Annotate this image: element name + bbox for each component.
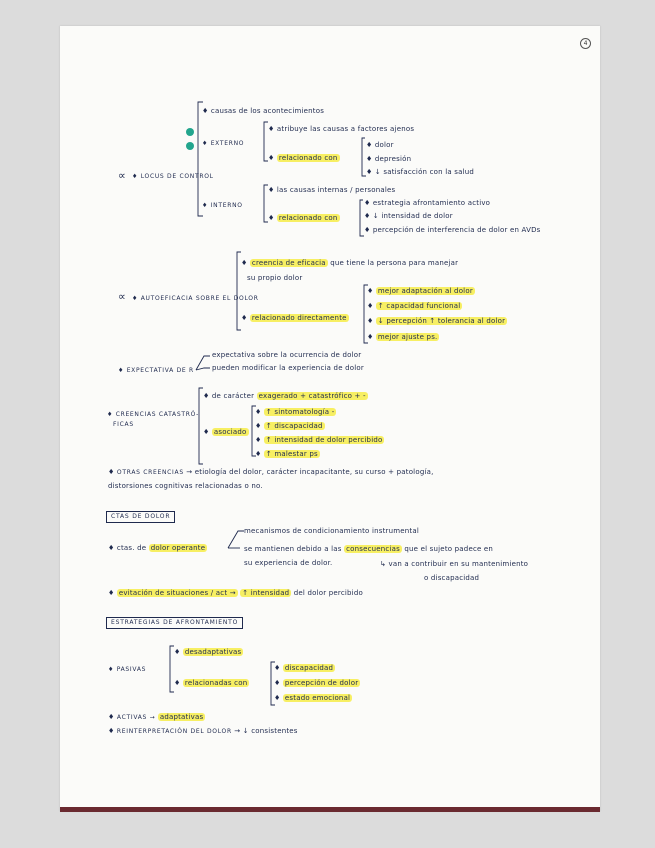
interno-item-2: ♦ percepción de interferencia de dolor en AVDs (364, 226, 541, 234)
autoeficacia-item-0: ♦ mejor adaptación al dolor (367, 287, 473, 295)
pasivas-item-2: ♦ estado emocional (274, 694, 351, 702)
expectativa-line2: pueden modificar la experiencia de dolor (212, 364, 364, 372)
externo-item-1: ♦ depresión (366, 155, 412, 163)
ctas-contribuir: ↳ van a contribuir en su mantenimiento (380, 560, 529, 568)
ctas-experiencia: su experiencia de dolor. (244, 559, 333, 567)
externo-item-2: ♦ ↓ satisfacción con la salud (366, 168, 475, 176)
otras-line2: distorsiones cognitivas relacionadas o no. (108, 482, 263, 490)
autoeficacia-symbol: ∝ (118, 290, 127, 303)
externo-atribuye: ♦ atribuye las causas a factores ajenos (268, 125, 415, 133)
expectativa-title: ♦ EXPECTATIVA DE R (118, 367, 194, 374)
locus-intro: ♦ causas de los acontecimientos (202, 107, 325, 115)
ctas-discapacidad: o discapacidad (424, 574, 480, 582)
ctas-mecanismos: mecanismos de condicionamiento instrumental (244, 527, 419, 535)
pasivas-relacionadas: ♦ relacionadas con (174, 679, 248, 687)
creencias-asociado: ♦ asociado (203, 428, 247, 436)
ctas-mantienen: se mantienen debido a las consecuencias que el sujeto padece en (244, 545, 494, 553)
expectativa-line1: expectativa sobre la ocurrencia de dolor (212, 351, 362, 359)
reinterpretacion-line: ♦ REINTERPRETACIÓN DEL DOLOR → ↓ consistentes (108, 727, 298, 735)
activas-line: ♦ ACTIVAS → adaptativas (108, 713, 204, 721)
autoeficacia-item-2: ♦ ↓ percepción ↑ tolerancia al dolor (367, 317, 506, 325)
interno-item-1: ♦ ↓ intensidad de dolor (364, 212, 453, 220)
autoeficacia-item-3: ♦ mejor ajuste ps. (367, 333, 438, 341)
bracket-locus (198, 102, 203, 216)
otras-line1: ♦ OTRAS CREENCIAS → etiología del dolor, carácter incapacitante, su curso + patología, (108, 468, 434, 476)
estrategias-box: ESTRATEGIAS DE AFRONTAMIENTO (106, 617, 243, 629)
page-number: 4 (580, 38, 591, 49)
interno-causas: ♦ las causas internas / personales (268, 186, 396, 194)
pasivas-item-1: ♦ percepción de dolor (274, 679, 359, 687)
creencias-item-0: ♦ ↑ sintomatología - (255, 408, 335, 416)
externo-item-0: ♦ dolor (366, 141, 394, 149)
autoeficacia-item-1: ♦ ↑ capacidad funcional (367, 302, 461, 310)
dot-marker-1 (186, 128, 194, 136)
creencias-caracter: ♦ de carácter exagerado + catastrófico + - (203, 392, 366, 400)
arrow-expectativa-right (196, 368, 210, 370)
locus-title: ♦ LOCUS DE CONTROL (132, 173, 214, 180)
pasivas-desadaptativas: ♦ desadaptativas (174, 648, 242, 656)
creencias-item-2: ♦ ↑ intensidad de dolor percibido (255, 436, 383, 444)
creencias-item-3: ♦ ↑ malestar ps (255, 450, 318, 458)
interno-relacionado: ♦ relacionado con (268, 214, 338, 222)
creencias-title-1: ♦ CREENCIAS CATASTRÓ- (107, 411, 200, 418)
pasivas-label: ♦ PASIVAS (108, 666, 147, 673)
pasivas-item-0: ♦ discapacidad (274, 664, 334, 672)
externo-relacionado: ♦ relacionado con (268, 154, 338, 162)
creencias-item-1: ♦ ↑ discapacidad (255, 422, 323, 430)
autoeficacia-relacionado: ♦ relacionado directamente (241, 314, 347, 322)
interno-label: ♦ INTERNO (202, 202, 243, 209)
autoeficacia-line2: su propio dolor (247, 274, 303, 282)
ctas-evitacion: ♦ evitación de situaciones / act → ↑ intensidad del dolor percibido (108, 589, 363, 597)
locus-symbol: ∝ (118, 169, 127, 182)
ctas-box: CTAS DE DOLOR (106, 511, 175, 523)
dot-marker-2 (186, 142, 194, 150)
arrow-ctas-up (228, 531, 244, 548)
externo-label: ♦ EXTERNO (202, 140, 245, 147)
autoeficacia-title: ♦ AUTOEFICACIA SOBRE EL DOLOR (132, 295, 259, 302)
creencias-title-2: FICAS (113, 421, 134, 428)
interno-item-0: ♦ estrategia afrontamiento activo (364, 199, 491, 207)
autoeficacia-line1: ♦ creencia de eficacia que tiene la persona para manejar (241, 259, 459, 267)
ctas-lead: ♦ ctas. de dolor operante (108, 544, 206, 552)
